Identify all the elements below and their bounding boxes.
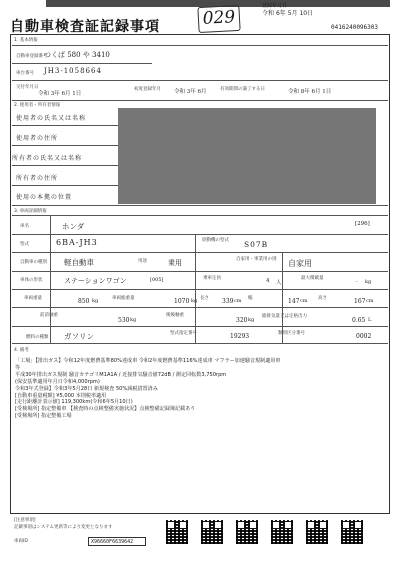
divider: [12, 326, 388, 327]
remark-line: 令和3年式登録】令和3年5月28日 新規検査 50%減税措置済み: [15, 385, 158, 392]
divider: [12, 252, 388, 253]
purpose-label: 自家用・事業用の別: [236, 257, 277, 262]
qr-code-icon: [201, 520, 223, 544]
purpose-value: 自家用: [288, 259, 312, 268]
divider: [12, 100, 388, 101]
divider: [12, 145, 118, 146]
vehicle-id-label: 車両ID: [14, 539, 28, 544]
divider: [12, 165, 118, 166]
remark-line: [自動車重量税額] ¥5,000 本則税率適用: [15, 392, 107, 399]
length-unit: cm: [234, 298, 242, 304]
length-label: 長さ: [200, 296, 209, 301]
section-1-label: 1. 基本情報: [14, 38, 38, 43]
capacity-value: 4: [266, 278, 270, 284]
length-value: 339: [222, 298, 234, 305]
vehicle-id-value: X96660F6639642: [88, 537, 146, 546]
footer-note: 記載事項はシステム更新等により変更となります: [14, 525, 113, 530]
qr-code-icon: [271, 520, 293, 544]
classno-label: 類別区分番号: [278, 331, 305, 336]
width-label: 幅: [248, 296, 253, 301]
remark-line: [走行距離計表示値] 119,300km(令和6年5月10日): [15, 399, 133, 406]
footer-box-label: [注意事項]: [14, 518, 36, 523]
remark-line: 平成30年排出ガス規制 騒音カテゴリM1A1A / 近接排気騒音値72dB / 測定回転数3,750rpm: [15, 371, 227, 378]
divider: [50, 215, 51, 343]
expiry-value: 令和 8年 6月 1日: [288, 89, 332, 95]
fuel-value: ガソリン: [64, 332, 94, 341]
first-reg-value: 令和 3年 6月: [174, 89, 207, 95]
body-label: 車体の形状: [20, 278, 43, 283]
issue-month: 5月: [287, 10, 298, 17]
width-unit: cm: [300, 298, 308, 304]
gross-label: 車両総重量: [112, 296, 135, 301]
qr-code-icon: [166, 520, 188, 544]
remark-line: [受検場所] 指定整備工場: [15, 413, 72, 420]
issue-date: [262, 8, 313, 17]
engine-label: 原動機の型式: [202, 238, 229, 243]
divider: [12, 289, 388, 290]
page-title: 自動車検査証記録事項: [10, 19, 160, 35]
issue-era: 令和: [262, 10, 275, 17]
reg-no: つくば 580 や 3410: [44, 51, 110, 59]
first-reg-label: 初度登録年月: [134, 87, 161, 92]
redacted-block: [118, 108, 376, 204]
use-label: 用途: [138, 259, 147, 264]
divider: [12, 271, 388, 272]
section-4-label: 4. 備考: [14, 348, 29, 353]
user-address-label: 使用者の住所: [16, 135, 59, 142]
divider: [12, 185, 118, 186]
qr-code-icon: [236, 520, 258, 544]
gross-value: 1070: [174, 298, 190, 305]
typeno-label: 型式指定番号: [170, 331, 197, 336]
gross-unit: kg: [191, 298, 198, 304]
maxload-unit: kg: [365, 279, 372, 285]
displacement-value: 0.65: [352, 317, 366, 324]
body-value: ステーションワゴン: [64, 277, 127, 285]
owner-name-label: 所有者の氏名又は名称: [12, 155, 83, 162]
section-3-label: 3. 車両詳細情報: [14, 209, 47, 214]
model-label: 型式: [20, 242, 29, 247]
issue-label: 登録年月日: [262, 3, 288, 9]
capacity-unit: 人: [276, 280, 282, 286]
typeno-value: 19293: [230, 333, 250, 340]
maxload-label: 最大積載量: [301, 276, 324, 281]
weight-value: 850: [78, 298, 90, 305]
issue-date-label: 交付年月日: [16, 85, 39, 90]
rear-axle-label: 後後軸重: [166, 313, 184, 318]
qr-code-icon: [341, 520, 363, 544]
remark-line: [受検場所] 指定整備車 【検査時の点検整備実施状況】点検整備記録簿記載あり: [15, 406, 196, 413]
maxload-value: -: [356, 279, 358, 285]
maker-label: 車名: [20, 224, 29, 229]
chassis-no: JH3-1058664: [44, 67, 102, 75]
front-axle-value: 530: [118, 317, 130, 324]
divider: [12, 125, 118, 126]
displacement-label: 総排気量又は定格出力: [262, 314, 307, 319]
document-number: 0416240096303: [331, 24, 378, 31]
divider: [282, 252, 283, 343]
expiry-label: 有効期間の満了する日: [220, 87, 265, 92]
chassis-label: 車台番号: [16, 71, 34, 76]
issue-date-value: 令和 3年 6月 1日: [38, 91, 82, 97]
height-label: 高さ: [318, 296, 327, 301]
divider: [12, 343, 388, 344]
user-name-label: 使用者の氏名又は名称: [16, 115, 87, 122]
divider: [12, 215, 388, 216]
classno-value: 0002: [356, 333, 372, 340]
fuel-label: 燃料の種類: [26, 335, 49, 340]
issue-year: 6年: [275, 10, 286, 17]
body-code: [005]: [150, 277, 164, 283]
handwritten-number: 029: [197, 5, 240, 33]
divider: [12, 234, 388, 235]
rear-axle-unit: kg: [248, 317, 255, 323]
remark-line: 「工場」【排出ガス】令和12年度燃費基準80%達成車 令和2年度燃費基準116%達成車 マフラー加速騒音規制適用車: [15, 358, 281, 364]
front-axle-unit: kg: [130, 317, 137, 323]
reg-no-label: 自動車登録番号: [16, 54, 48, 59]
remark-line: 等: [15, 364, 21, 371]
engine-value: S07B: [244, 240, 269, 249]
model-value: 6BA-JH3: [56, 238, 98, 247]
divider: [12, 63, 152, 64]
divider: [12, 205, 388, 206]
divider: [195, 234, 196, 343]
remarks-block: [15, 358, 387, 420]
owner-address-label: 所有者の住所: [16, 175, 59, 182]
base-location-label: 使用の本拠の位置: [16, 194, 73, 201]
capacity-label: 乗車定員: [203, 276, 221, 281]
height-value: 167: [354, 298, 366, 305]
remark-line: (保安基準適用年月日令和4,000rpm): [15, 378, 100, 385]
divider: [12, 307, 388, 308]
weight-unit: kg: [92, 298, 99, 304]
use-value: 乗用: [168, 259, 182, 267]
displacement-unit: L: [368, 317, 372, 323]
rear-axle-value: 320: [236, 317, 248, 324]
section-2-label: 2. 使用者・所有者情報: [14, 103, 61, 108]
front-axle-label: 前前軸重: [40, 313, 58, 318]
weight-label: 車両重量: [24, 296, 42, 301]
qr-code-icon: [306, 520, 328, 544]
kind-value: 軽自動車: [64, 258, 94, 267]
divider: [12, 80, 388, 81]
maker-code: [296]: [355, 221, 370, 227]
kind-label: 自動車の種別: [20, 260, 47, 265]
divider: [12, 45, 388, 46]
maker-value: ホンダ: [62, 222, 85, 231]
width-value: 147: [288, 298, 300, 305]
height-unit: cm: [366, 298, 374, 304]
issue-day: 10日: [299, 10, 314, 17]
certificate-frame: [10, 34, 390, 514]
